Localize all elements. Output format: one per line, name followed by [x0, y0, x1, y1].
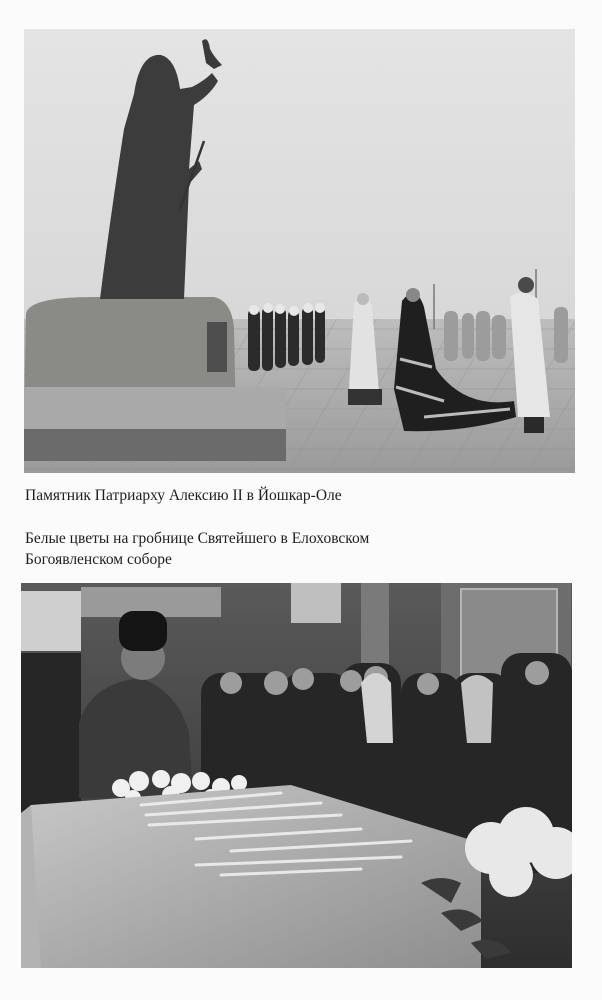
tomb-caption — [25, 528, 369, 570]
monument-caption: Памятник Патриарху Алексию II в Йошкар-Оле — [25, 487, 342, 504]
monument-image — [24, 29, 575, 473]
tomb-image — [21, 583, 572, 968]
tomb-caption-line-2: Богоявленском соборе — [25, 551, 172, 568]
tomb-caption-line-1: Белые цветы на гробнице Святейшего в Елоховском — [25, 530, 370, 547]
tomb-photo — [21, 583, 572, 968]
monument-photo — [24, 29, 575, 473]
